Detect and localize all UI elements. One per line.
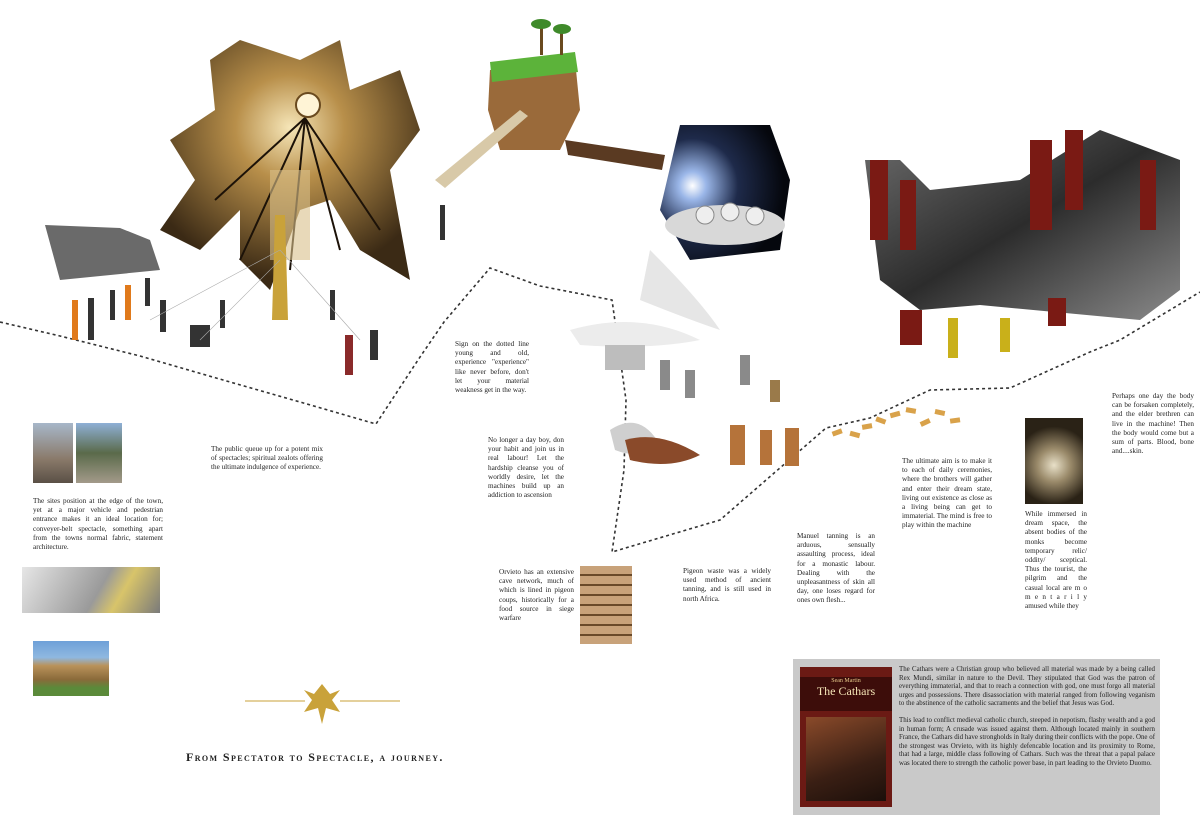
dotted-journey-line bbox=[0, 268, 1200, 552]
street-photo bbox=[76, 423, 122, 483]
arch-photo bbox=[33, 423, 73, 483]
tunnel-machine-image bbox=[565, 125, 799, 466]
sign-on-text: Sign on the dotted line young and old, experience "experience" like never before, don't let your material weakness get in the way. bbox=[455, 340, 529, 395]
public-queue-text: The public queue up for a potent mix of spectacles; spiritual zealots offering the ultimate indulgence of experience. bbox=[211, 445, 323, 472]
manuel-tanning-text: Manuel tanning is an arduous, sensually assaulting process, ideal for a monastic labour. Dealing with the unpleasantness of skin all day, one loses regard for ones own flesh... bbox=[797, 532, 875, 605]
cathedral-vault-image bbox=[160, 40, 420, 290]
cathars-description bbox=[899, 666, 1155, 777]
pigeon-waste-text: Pigeon waste was a widely used method of ancient tanning, and is still used in north Africa. bbox=[683, 567, 771, 603]
orvieto-cliff-photo bbox=[33, 641, 109, 696]
book-author: Sean Martin bbox=[831, 678, 861, 684]
cathars-paragraph-2: This lead to conflict medieval catholic church, steeped in nepotism, flashy wealth and a god in human form; A crusade was issued against them. Although located mainly in southern France, the Cathars did have strongholds in Italy during their conflicts with the pope. One of the strongest was Orvieto, with its highly defencable location and its proximity to Rome, that had a large, middle class following of Cathars. Such was the threat that a papal palace was located there to strength the catholic power base, in part leading to the Orvieto Duomo. bbox=[899, 716, 1155, 767]
no-longer-text: No longer a day boy, don your habit and join us in real labour! Let the hardship cleanse you of worldly desire, let the machines build up an addiction to ascension bbox=[488, 436, 564, 500]
page-title: From Spectator to Spectacle, a journey. bbox=[186, 750, 444, 764]
site-model-image bbox=[22, 567, 160, 613]
book-title: The Cathars bbox=[816, 684, 876, 698]
sites-position-text: The sites position at the edge of the town, yet at a major vehicle and pedestrian entrance makes it an ideal location for; conveyer-belt spectacle, something apart from the towns normal fabric, statement architecture. bbox=[33, 497, 163, 552]
queue-people bbox=[45, 215, 378, 375]
skull-relic-photo bbox=[1025, 418, 1083, 504]
ultimate-aim-text: The ultimate aim is to make it to each of daily ceremonies, where the brothers will gather and enter their dream state, living out existence as close as a living being can get to immaterial. The mind is free to play within the machine bbox=[902, 457, 992, 530]
orvieto-cave-text: Orvieto has an extensive cave network, much of which is lined in pigeon coups, historically for a food source in siege warfare bbox=[499, 568, 574, 623]
floating-island-image bbox=[435, 19, 580, 240]
book-painting bbox=[806, 717, 886, 801]
cathars-book-cover bbox=[800, 667, 892, 807]
gold-ornament bbox=[245, 684, 400, 724]
perhaps-text: Perhaps one day the body can be forsaken completely, and the elder brethren can live in the machine! Then the body would come but a sum of parts. Blood, bone and....skin. bbox=[1112, 392, 1194, 456]
cathars-paragraph-1: The Cathars were a Christian group who believed all material was made by a being called Rex Mundi, similar in nature to the Devil. They stipulated that God was the patron of everything immaterial, and that to reach a connection with god, one must forgo all material urges and possessions. There disassociation with material ranged from following veganism to the abstinence of the catholic sacraments and the belief that Jesus was God. bbox=[899, 666, 1155, 708]
pigeon-coop-photo bbox=[580, 566, 632, 644]
gothic-ruin-image bbox=[865, 130, 1180, 358]
immersed-text: While immersed in dream space, the absent bodies of the monks become temporary relic/ oddity/ sceptical. Thus the tourist, the pilgrim and the casual local are m o m e n t a r i l y amused while they bbox=[1025, 510, 1087, 611]
